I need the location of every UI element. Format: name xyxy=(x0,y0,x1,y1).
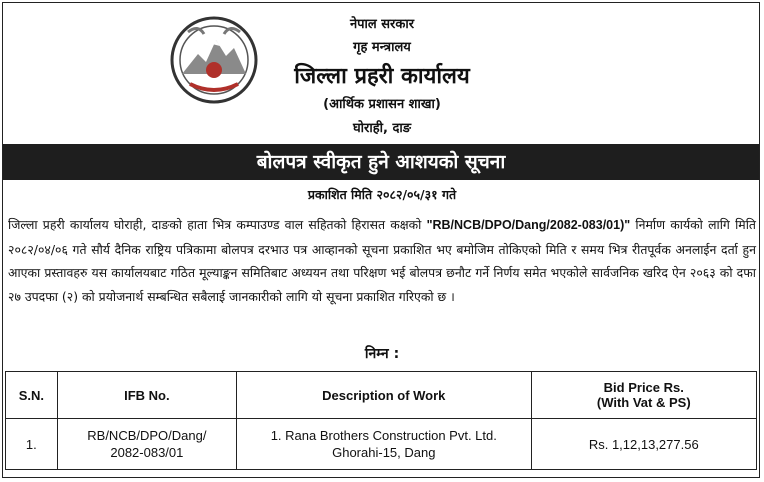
cell-sn: 1. xyxy=(6,419,58,470)
ministry-name: गृह मन्त्रालय xyxy=(353,40,411,55)
header-bid-price xyxy=(531,372,756,419)
notice-title: बोलपत्र स्वीकृत हुने आशयको सूचना xyxy=(3,144,759,180)
ifb-reference: "RB/NCB/DPO/Dang/2082-083/01)" xyxy=(426,218,631,232)
cell-description-line1: 1. Rana Brothers Construction Pvt. Ltd. xyxy=(270,428,497,443)
body-text-part2: निर्माण कार्यको लागि मिति २०८२/०४/०६ गते सौर्य दैनिक राष्ट्रिय पत्रिकामा बोलपत्र दरभाउ पत्र आव्हानको सूचना प्रकाशित भए बमोजिम तोकिएको मिति र समय भित्र रीतपूर्वक अनलाईन दर्ता हुन आएका प्रस्तावहरु यस कार्यालयबाट गठित मूल्याङ्कन समितिबाट अध्ययन तथा परिक्षण भई बोलपत्र छनौट गर्ने निर्णय समेत भएकोले सार्वजनिक खरिद ऐन २०६३ को दफा २७ उपदफा (२) को प्रयोजनार्थ सम्बन्धित सबैलाई जानकारीको लागि यो सूचना प्रकाशित गरिएको छ । xyxy=(8,217,756,304)
cell-ifb-line1: RB/NCB/DPO/Dang/ xyxy=(87,428,207,443)
cell-description xyxy=(237,419,532,470)
table-row xyxy=(6,419,757,470)
header-description: Description of Work xyxy=(237,372,532,419)
office-name: जिल्ला प्रहरी कार्यालय xyxy=(294,64,470,89)
cell-description-line2: Ghorahi-15, Dang xyxy=(332,445,436,460)
cell-ifb xyxy=(57,419,236,470)
header-ifb: IFB No. xyxy=(57,372,236,419)
header-sn: S.N. xyxy=(6,372,58,419)
cell-ifb-line2: 2082-083/01 xyxy=(110,445,184,460)
branch-name: (आर्थिक प्रशासन शाखा) xyxy=(323,97,441,112)
header-bid-price-line1: Bid Price Rs. xyxy=(603,380,684,395)
office-location: घोराही, दाङ xyxy=(352,121,412,136)
table-header-row xyxy=(6,372,757,419)
government-name: नेपाल सरकार xyxy=(349,17,415,32)
following-label: निम्न : xyxy=(364,346,400,362)
notice-body xyxy=(8,213,756,308)
cell-price: Rs. 1,12,13,277.56 xyxy=(531,419,756,470)
body-text-part1: जिल्ला प्रहरी कार्यालय घोराही, दाङको हाता भित्र कम्पाउण्ड वाल सहितको हिरासत कक्षको xyxy=(8,217,427,232)
header-bid-price-line2: (With Vat & PS) xyxy=(596,395,691,410)
published-date: प्रकाशित मिति २०८२/०५/३१ गते xyxy=(307,187,457,202)
bid-table xyxy=(5,371,757,470)
